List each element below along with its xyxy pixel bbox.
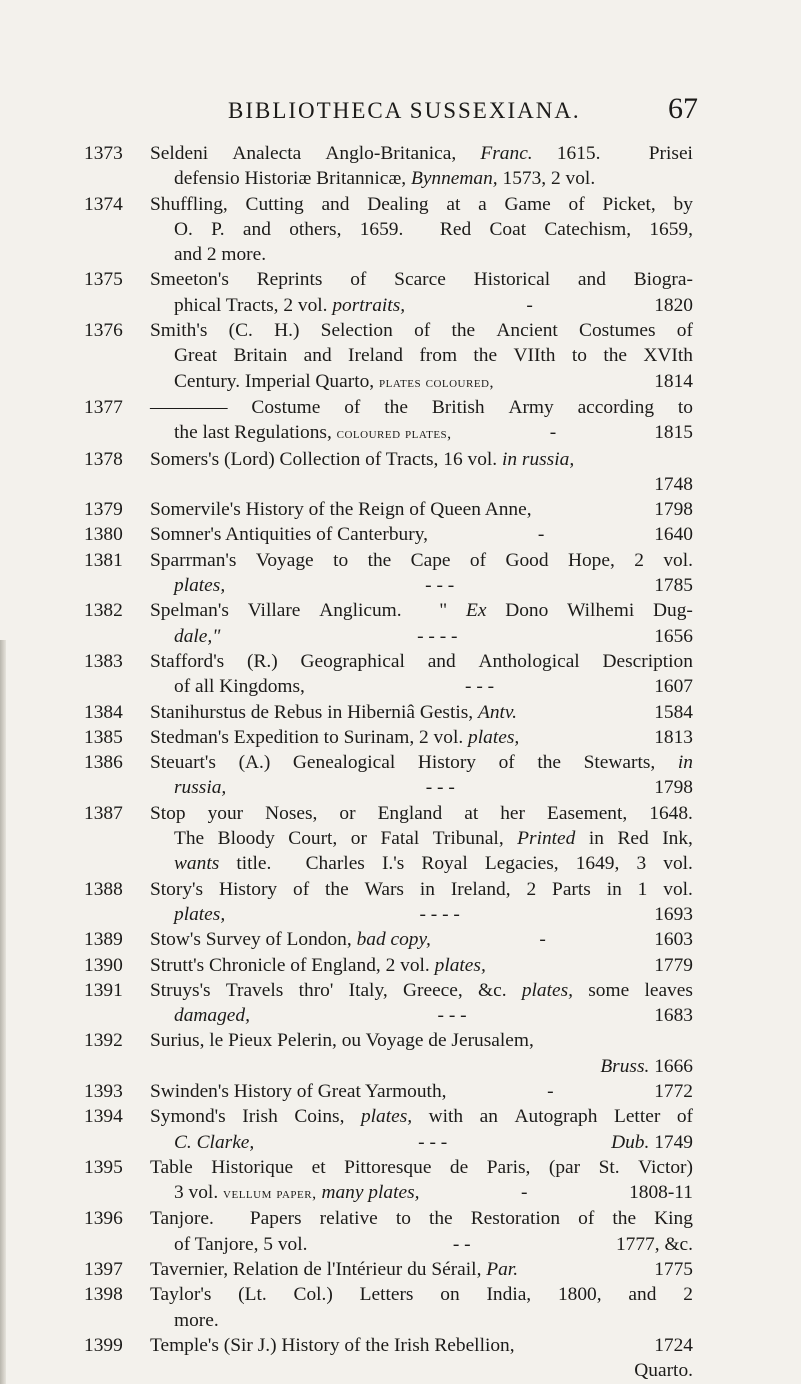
entry-date: 1815	[654, 422, 693, 444]
entry-description	[150, 801, 693, 877]
lot-number: 1379	[84, 499, 123, 521]
entry-description	[150, 395, 693, 447]
entry-description	[150, 192, 693, 268]
lot-number: 1395	[84, 1156, 123, 1178]
entry-line: Somers's (Lord) Collection of Tracts, 16 vol. in russia,	[150, 448, 575, 470]
catalogue-entry	[0, 750, 801, 801]
catalogue-entry	[0, 548, 801, 599]
running-title: BIBLIOTHECA SUSSEXIANA.	[228, 98, 581, 123]
entry-date: 1777, &c.	[615, 1233, 693, 1255]
entry-date: 1656	[654, 625, 693, 647]
catalogue-entry	[0, 649, 801, 700]
entry-date: 1820	[654, 294, 693, 316]
entry-description	[150, 141, 693, 192]
entry-date: 1640	[654, 524, 693, 546]
entry-line: and 2 more.	[174, 244, 267, 266]
entry-description	[150, 522, 693, 547]
entry-line: Story's History of the Wars in Ireland, 2 Parts in 1 vol.	[150, 878, 693, 900]
entry-line	[150, 1180, 693, 1206]
entry-line: Stop your Noses, or England at her Easement, 1648.	[150, 802, 693, 824]
entry-line: Surius, le Pieux Pelerin, ou Voyage de Jerusalem,	[150, 1030, 534, 1052]
entry-date: 1603	[654, 929, 693, 951]
entry-description	[150, 267, 693, 318]
catalogue-entry	[0, 192, 801, 268]
entry-text: Temple's (Sir J.) History of the Irish Rebellion,	[150, 1334, 515, 1356]
lot-number: 1387	[84, 802, 123, 824]
catalogue-entry	[0, 953, 801, 978]
catalogue-entry	[0, 1028, 801, 1079]
catalogue-entry	[0, 1282, 801, 1333]
lot-number: 1380	[84, 524, 123, 546]
leader-dashes: -	[547, 1080, 554, 1102]
entry-line	[150, 1333, 693, 1358]
entry-text: russia,	[174, 777, 227, 799]
entry-line	[150, 573, 693, 598]
entry-description	[150, 877, 693, 928]
catalogue-entry	[0, 522, 801, 547]
catalogue-entry	[0, 877, 801, 928]
catalogue-entry	[0, 318, 801, 395]
lot-number: 1392	[84, 1030, 123, 1052]
entry-description	[150, 1028, 693, 1079]
entry-description	[150, 1079, 693, 1104]
entry-text: of Tanjore, 5 vol.	[174, 1233, 308, 1255]
leader-dashes: - - - -	[417, 625, 458, 647]
entry-line	[150, 902, 693, 927]
lot-number: 1398	[84, 1284, 123, 1306]
catalogue-entries	[0, 141, 801, 1384]
entry-description	[150, 649, 693, 700]
entry-line: The Bloody Court, or Fatal Tribunal, Printed in Red Ink,	[174, 828, 693, 850]
entry-text: Stow's Survey of London, bad copy,	[150, 929, 431, 951]
entry-date: 1724	[654, 1334, 693, 1356]
entry-line: Tanjore. Papers relative to the Restoration of the King	[150, 1208, 693, 1230]
entry-line	[150, 775, 693, 800]
entry-date: 1813	[654, 726, 693, 748]
entry-date: Dub. 1749	[611, 1131, 693, 1153]
lot-number: 1376	[84, 320, 123, 342]
binding-shadow	[0, 640, 6, 1384]
catalogue-entry	[0, 1257, 801, 1282]
entry-line	[150, 700, 693, 725]
entry-description	[150, 927, 693, 952]
catalogue-entry	[0, 700, 801, 725]
running-header	[228, 92, 698, 132]
entry-line: more.	[174, 1309, 219, 1331]
entry-line: Seldeni Analecta Anglo-Britanica, Franc. 1615. Prisei	[150, 143, 693, 164]
entry-line: ———— Costume of the British Army according to	[150, 396, 693, 418]
catalogue-entry	[0, 1104, 801, 1155]
entry-line: Smith's (C. H.) Selection of the Ancient Costumes of	[150, 320, 693, 342]
entry-text: Century. Imperial Quarto, plates coloured,	[174, 370, 494, 392]
entry-date: 1584	[654, 701, 693, 723]
entry-line: Great Britain and Ireland from the VIIth to the XVIth	[174, 345, 693, 367]
entry-line: Spelman's Villare Anglicum. " Ex Dono Wilhemi Dug-	[150, 600, 693, 622]
entry-description	[150, 1104, 693, 1155]
leader-dashes: - - -	[425, 777, 455, 799]
lot-number: 1386	[84, 752, 123, 774]
lot-number: 1375	[84, 269, 123, 291]
catalogue-entry	[0, 1155, 801, 1207]
entry-line	[150, 420, 693, 446]
entry-description	[150, 750, 693, 801]
entry-description	[150, 598, 693, 649]
entry-text: plates,	[174, 903, 226, 925]
lot-number: 1381	[84, 549, 123, 571]
entry-line	[150, 1257, 693, 1282]
entry-line: Table Historique et Pittoresque de Paris, (par St. Victor)	[150, 1156, 693, 1178]
entry-line	[150, 674, 693, 699]
entry-line	[150, 1130, 693, 1155]
entry-line	[150, 927, 693, 952]
catalogue-entry	[0, 725, 801, 750]
entry-text: the last Regulations, coloured plates,	[174, 422, 452, 444]
entry-date: 1772	[654, 1080, 693, 1102]
leader-dashes: -	[539, 929, 546, 951]
lot-number: 1390	[84, 954, 123, 976]
leader-dashes: -	[521, 1182, 528, 1204]
entry-text: Swinden's History of Great Yarmouth,	[150, 1080, 447, 1102]
entry-text: Somner's Antiquities of Canterbury,	[150, 524, 428, 546]
lot-number: 1396	[84, 1208, 123, 1230]
catalogue-entry	[0, 141, 801, 192]
catalogue-entry	[0, 267, 801, 318]
entry-text: Tavernier, Relation de l'Intérieur du Sérail, Par.	[150, 1259, 519, 1281]
entry-line: O. P. and others, 1659. Red Coat Catechism, 1659,	[174, 218, 693, 240]
catalogue-entry	[0, 1079, 801, 1104]
catalogue-entry	[0, 978, 801, 1029]
entry-description	[150, 447, 693, 498]
leader-dashes: -	[549, 422, 557, 444]
entry-line	[150, 522, 693, 547]
catalogue-entry	[0, 801, 801, 877]
entry-line: defensio Historiæ Britannicæ, Bynneman, 1573, 2 vol.	[174, 168, 596, 190]
entry-description	[150, 978, 693, 1029]
catalogue-entry	[0, 1333, 801, 1384]
leader-dashes: - - -	[437, 1005, 467, 1027]
entry-line	[150, 624, 693, 649]
catalogue-entry	[0, 598, 801, 649]
lot-number: 1394	[84, 1106, 123, 1128]
entry-description	[150, 953, 693, 978]
entry-text: plates,	[174, 575, 226, 597]
entry-line: wants title. Charles I.'s Royal Legacies, 1649, 3 vol.	[174, 853, 693, 875]
entry-text: Somervile's History of the Reign of Queen Anne,	[150, 499, 532, 521]
entry-date: 1798	[654, 499, 693, 521]
leader-dashes: - - -	[465, 676, 495, 698]
lot-number: 1378	[84, 448, 123, 470]
entry-line: Stafford's (R.) Geographical and Anthological Description	[150, 650, 693, 672]
entry-description	[150, 1333, 693, 1384]
entry-line: 1748	[654, 473, 693, 495]
leader-dashes: -	[537, 524, 545, 546]
entry-text: phical Tracts, 2 vol. portraits,	[174, 294, 406, 316]
entry-text: Strutt's Chronicle of England, 2 vol. plates,	[150, 954, 486, 976]
entry-date: 1798	[654, 777, 693, 799]
entry-date: 1607	[654, 676, 693, 698]
catalogue-entry	[0, 927, 801, 952]
entry-description	[150, 1282, 693, 1333]
entry-text: of all Kingdoms,	[174, 676, 305, 698]
entry-line: Symond's Irish Coins, plates, with an Autograph Letter of	[150, 1106, 693, 1128]
entry-date: 1775	[654, 1259, 693, 1281]
lot-number: 1383	[84, 650, 123, 672]
leader-dashes: - - -	[425, 575, 455, 597]
entry-date: 1814	[654, 370, 693, 392]
lot-number: 1399	[84, 1334, 123, 1356]
lot-number: 1385	[84, 726, 123, 748]
entry-line	[150, 725, 693, 750]
entry-text: damaged,	[174, 1005, 250, 1027]
entry-description	[150, 318, 693, 395]
entry-line: Steuart's (A.) Genealogical History of the Stewarts, in	[150, 752, 693, 774]
entry-line	[150, 293, 693, 318]
entry-description	[150, 497, 693, 522]
catalogue-entry	[0, 1206, 801, 1257]
entry-description	[150, 1155, 693, 1207]
lot-number: 1374	[84, 193, 123, 215]
leader-dashes: - - -	[418, 1131, 448, 1153]
entry-date: 1693	[654, 903, 693, 925]
catalogue-entry	[0, 395, 801, 447]
entry-line: Shuffling, Cutting and Dealing at a Game of Picket, by	[150, 193, 693, 215]
lot-number: 1382	[84, 600, 123, 622]
entry-text: 3 vol. vellum paper, many plates,	[174, 1182, 420, 1204]
entry-line	[150, 953, 693, 978]
entry-date: 1785	[654, 575, 693, 597]
lot-number: 1389	[84, 929, 123, 951]
entry-description	[150, 700, 693, 725]
entry-line: Taylor's (Lt. Col.) Letters on India, 1800, and 2	[150, 1284, 693, 1306]
entry-text: C. Clarke,	[174, 1131, 255, 1153]
entry-text: Stedman's Expedition to Surinam, 2 vol. plates,	[150, 726, 520, 748]
entry-line: Quarto.	[634, 1360, 693, 1382]
entry-description	[150, 1257, 693, 1282]
entry-text: dale,"	[174, 625, 221, 647]
lot-number: 1373	[84, 143, 123, 164]
lot-number: 1393	[84, 1080, 123, 1102]
catalogue-entry	[0, 447, 801, 498]
entry-line: Sparrman's Voyage to the Cape of Good Hope, 2 vol.	[150, 549, 693, 571]
lot-number: 1397	[84, 1259, 123, 1281]
entry-line: Smeeton's Reprints of Scarce Historical and Biogra-	[150, 269, 693, 291]
leader-dashes: -	[526, 294, 533, 316]
entry-date: 1779	[654, 954, 693, 976]
lot-number: 1388	[84, 878, 123, 900]
lot-number: 1391	[84, 979, 123, 1001]
entry-line	[150, 1232, 693, 1257]
entry-line: Bruss. 1666	[600, 1055, 693, 1077]
entry-line	[150, 369, 693, 395]
entry-line: Struys's Travels thro' Italy, Greece, &c. plates, some leaves	[150, 979, 693, 1001]
entry-line	[150, 1079, 693, 1104]
lot-number: 1384	[84, 701, 123, 723]
entry-description	[150, 725, 693, 750]
entry-line	[150, 1003, 693, 1028]
entry-description	[150, 1206, 693, 1257]
entry-text: Stanihurstus de Rebus in Hiberniâ Gestis, Antv.	[150, 701, 517, 723]
lot-number: 1377	[84, 396, 123, 418]
entry-line	[150, 497, 693, 522]
entry-description	[150, 548, 693, 599]
leader-dashes: - -	[452, 1233, 471, 1255]
catalogue-entry	[0, 497, 801, 522]
entry-date: 1808-11	[629, 1182, 693, 1204]
entry-date: 1683	[654, 1005, 693, 1027]
leader-dashes: - - - -	[419, 903, 460, 925]
page-number: 67	[668, 92, 698, 125]
